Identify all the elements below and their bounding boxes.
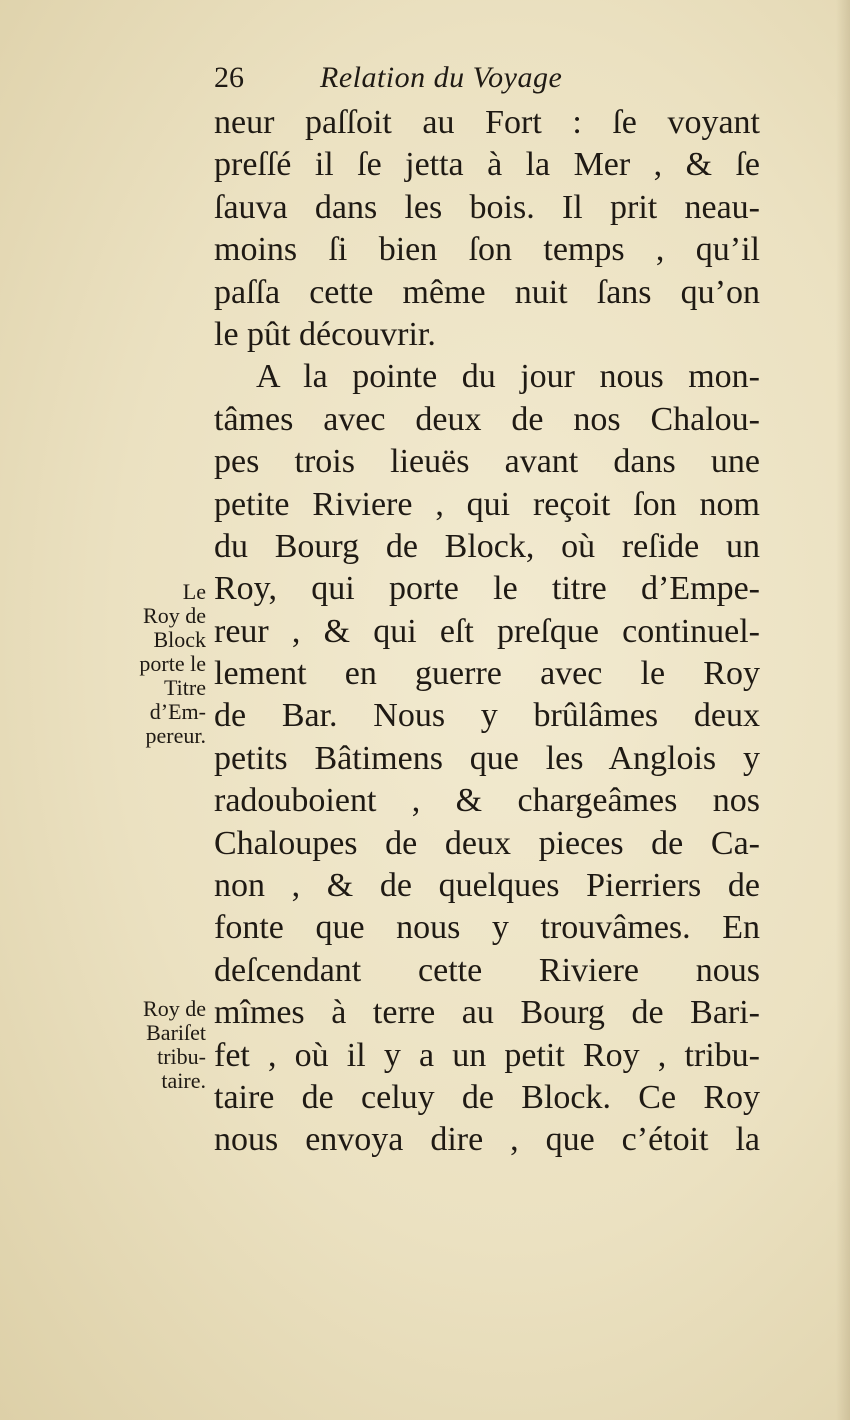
text-line: Chaloupes de deux pieces de Ca- xyxy=(214,824,760,862)
text-line: petits Bâtimens que les Anglois y xyxy=(214,739,760,777)
margin-note-line: taire. xyxy=(161,1068,206,1093)
text-line: taire de celuy de Block. Ce Roy xyxy=(214,1078,760,1116)
text-line: paſſa cette même nuit ſans qu’on xyxy=(214,273,760,311)
running-head xyxy=(214,58,624,98)
text-line: fonte que nous y trouvâmes. En xyxy=(214,909,760,947)
text-line: neur paſſoit au Fort : ſe voyant xyxy=(214,104,760,141)
text-line: de Bar. Nous y brûlâmes deux xyxy=(214,697,760,735)
margin-note-line: Roy de xyxy=(143,996,206,1021)
margin-note-line: Bariſet xyxy=(146,1020,206,1045)
text-line: du Bourg de Block, où reſide un xyxy=(214,527,760,565)
text-line: mîmes à terre au Bourg de Bari- xyxy=(214,994,760,1032)
text-line: ſauva dans les bois. Il prit neau- xyxy=(214,188,760,226)
text-line: radouboient , & chargeâmes nos xyxy=(214,782,760,820)
margin-note-line: Titre xyxy=(164,675,206,700)
text-line: preſſé il ſe jetta à la Mer , & ſe xyxy=(214,146,760,184)
text-line: reur , & qui eſt preſque continuel- xyxy=(214,612,760,650)
text-line: le pût découvrir. xyxy=(214,315,436,353)
margin-note-line: pereur. xyxy=(145,723,206,748)
text-line: deſcendant cette Riviere nous xyxy=(214,951,760,989)
text-line: tâmes avec deux de nos Chalou- xyxy=(214,400,760,438)
text-line: non , & de quelques Pierriers de xyxy=(214,867,760,905)
text-line: moins ſi bien ſon temps , qu’il xyxy=(214,231,760,269)
margin-note-emperor xyxy=(110,580,206,748)
text-line: petite Riviere , qui reçoit ſon nom xyxy=(214,485,760,523)
page-number: 26 xyxy=(214,61,244,94)
body-text xyxy=(214,102,760,1162)
margin-note-tributary xyxy=(110,997,206,1093)
margin-note-line: tribu- xyxy=(157,1044,206,1069)
text-line: A la pointe du jour nous mon- xyxy=(256,358,760,396)
text-line: pes trois lieuës avant dans une xyxy=(214,443,760,481)
text-line: fet , où il y a un petit Roy , tribu- xyxy=(214,1036,760,1074)
text-line: nous envoya dire , que c’étoit la xyxy=(214,1121,760,1159)
margin-note-line: Le xyxy=(182,579,206,604)
margin-note-line: Block xyxy=(153,627,206,652)
margin-note-line: Roy de xyxy=(143,603,206,628)
margin-note-line: porte le xyxy=(139,651,206,676)
text-line: Roy, qui porte le titre d’Empe- xyxy=(214,570,760,608)
running-title: Relation du Voyage xyxy=(320,61,563,94)
margin-note-line: d’Em- xyxy=(149,699,206,724)
text-line: lement en guerre avec le Roy xyxy=(214,655,760,693)
